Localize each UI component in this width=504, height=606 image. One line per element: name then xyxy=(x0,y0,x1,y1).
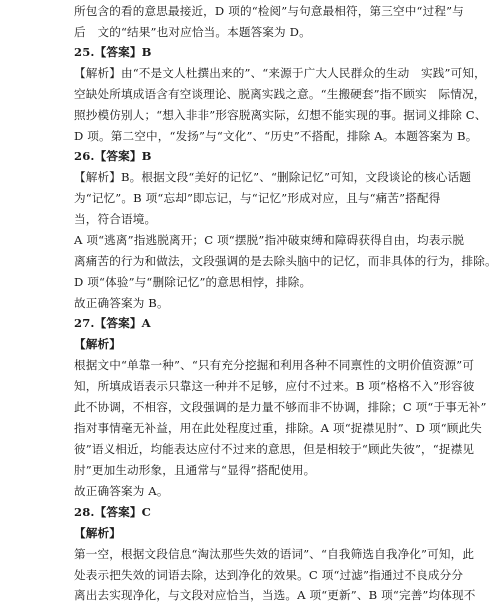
text-line: 为“记忆”。B 项“忘却”即忘记，与“记忆”形成对应，且与“痛苦”搭配得 xyxy=(74,191,441,205)
text-line: 知，所填成语表示只靠这一种并不足够，应付不过来。B 项“格格不入”形容彼 xyxy=(74,379,475,393)
text-line: 照抄模仿别人；“想入非非”形容脱离实际，幻想不能实现的事。据词义排除 C、 xyxy=(74,108,487,122)
text-line: A 项“逃离”指逃脱离开；C 项“摆脱”指冲破束缚和障碍获得自由，均表示脱 xyxy=(74,233,465,247)
answer-heading-28: 28.【答案】C xyxy=(74,505,151,519)
text-line: 所包含的看的意思最接近，D 项的“检阅”与句意最相符，第三空中“过程”与 xyxy=(74,4,464,18)
text-line: 根据文中“单靠一种”、“只有充分挖掘和利用各种不同禀性的文明价值资源”可 xyxy=(74,358,475,372)
text-line: 第一空，根据文段信息“淘汰那些失效的语词”、“自我筛选自我净化”可知，此 xyxy=(74,547,475,561)
text-line: 肘”更加生动形象，且通常与“显得”搭配使用。 xyxy=(74,463,316,477)
text-line: D 项“体验”与“删除记忆”的意思相悖，排除。 xyxy=(74,275,312,289)
text-line: 【解析】由“不是文人杜撰出来的”、“来源于广大人民群众的生动 实践”可知， xyxy=(74,66,486,80)
text-line: 彼”语义相近，均能表达应付不过来的意思，但是相较于“顾此失彼”，“捉襟见 xyxy=(74,442,475,456)
text-line: 故正确答案为 A。 xyxy=(74,484,169,498)
text-line: 后 文的“结果”也对应恰当。本题答案为 D。 xyxy=(74,25,311,39)
text-line: 离出去实现净化，与文段对应恰当，当选。A 项“更新”、B 项“完善”均体现不 xyxy=(74,588,476,602)
text-line: 离痛苦的行为和做法，文段强调的是去除头脑中的记忆，而非具体的行为，排除。 xyxy=(74,254,497,268)
text-line: 此不协调，不相容，文段强调的是力量不够而非不协调，排除；C 项“于事无补” xyxy=(74,400,487,414)
text-line: 空缺处所填成语含有空谈理论、脱离实践之意。“生搬硬套”指不顾实 际情况， xyxy=(74,87,486,101)
analysis-heading: 【解析】 xyxy=(74,337,121,351)
text-line: 处表示把失效的词语去除，达到净化的效果。C 项“过滤”指通过不良成分分 xyxy=(74,568,464,582)
text-line: 故正确答案为 B。 xyxy=(74,296,169,310)
text-line: D 项。第二空中，“发扬”与“文化”、“历史”不搭配，排除 A。本题答案为 B。 xyxy=(74,129,478,143)
analysis-heading: 【解析】 xyxy=(74,526,121,540)
text-line: 指对事情毫无补益，用在此处程度过重，排除。A 项“捉襟见肘”、D 项“顾此失 xyxy=(74,421,482,435)
answer-heading-26: 26.【答案】B xyxy=(74,149,152,163)
text-line: 当，符合语境。 xyxy=(74,212,157,226)
answer-heading-25: 25.【答案】B xyxy=(74,45,152,59)
text-line: 【解析】B。根据文段“美好的记忆”、“删除记忆”可知，文段谈论的核心话题 xyxy=(74,170,472,184)
answer-heading-27: 27.【答案】A xyxy=(74,316,151,330)
